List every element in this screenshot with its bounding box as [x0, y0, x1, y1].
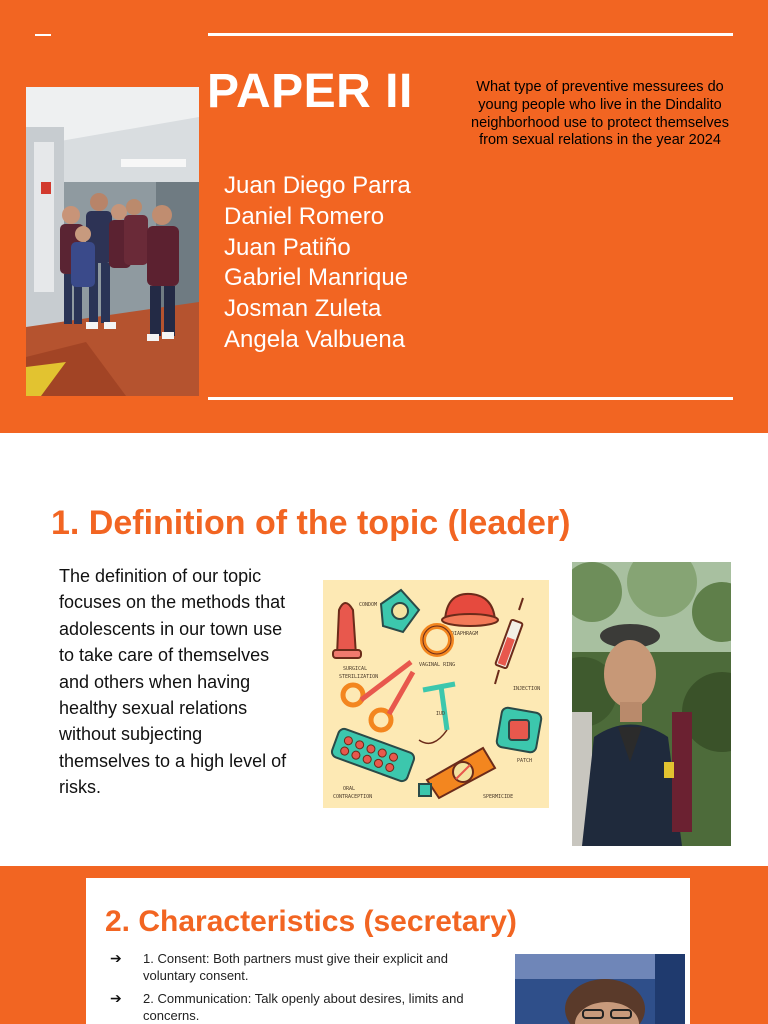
group-photo-image	[26, 87, 199, 396]
bottom-divider-line	[208, 397, 733, 400]
slide-title: PAPER II	[207, 65, 413, 118]
label-patch: PATCH	[517, 758, 533, 764]
team-members-list	[224, 171, 411, 356]
label-spermicide: SPERMICIDE	[483, 794, 514, 800]
team-member: Juan Patiño	[224, 233, 351, 261]
leader-photo-image	[572, 562, 731, 846]
secretary-photo-image	[515, 954, 685, 1024]
team-member: Gabriel Manrique	[224, 264, 409, 292]
label-diaphragm: DIAPHRAGM	[451, 631, 479, 637]
label-vaginal-ring: VAGINAL RING	[419, 662, 456, 668]
definition-paragraph: The definition of our topic focuses on the methods that adolescents in our town use to take care of themselves and others when having healthy sexual relations without subjecting themselves to a high level of risks.	[59, 566, 287, 798]
contraceptive-illustration-image	[323, 580, 549, 808]
team-member: Angela Valbuena	[224, 325, 406, 353]
team-member: Josman Zuleta	[224, 295, 382, 323]
group-photo	[26, 87, 199, 396]
top-divider-line	[208, 33, 733, 36]
arrow-bullet-icon: ➔	[110, 990, 122, 1006]
contraceptive-methods-illustration	[323, 580, 549, 808]
definition-heading: 1. Definition of the topic (leader)	[51, 504, 571, 542]
secretary-photo	[515, 954, 685, 1024]
team-member: Daniel Romero	[224, 202, 385, 230]
research-question: What type of preventive messurees do young people who live in the Dindalito neighborhood use to protect themselves from sexual relations in the year 2024	[471, 79, 729, 149]
characteristics-heading: 2. Characteristics (secretary)	[105, 905, 517, 938]
label-surgical: SURGICAL	[343, 666, 368, 672]
label-iud: IUD	[436, 711, 446, 717]
characteristic-text: 1. Consent: Both partners must give their explicit and voluntary consent.	[143, 951, 448, 983]
label-sterilization: STERILIZATION	[339, 674, 379, 680]
label-injection: INJECTION	[513, 686, 541, 692]
label-oral: ORAL	[343, 786, 356, 792]
arrow-bullet-icon: ➔	[110, 950, 122, 966]
slide-dash-decoration	[35, 34, 51, 36]
label-contraception: CONTRACEPTION	[333, 794, 373, 800]
team-member: Juan Diego Parra	[224, 172, 411, 199]
characteristic-text: 2. Communication: Talk openly about desires, limits and concerns.	[143, 991, 464, 1023]
leader-photo	[572, 562, 731, 846]
label-condom: CONDOM	[359, 602, 378, 608]
